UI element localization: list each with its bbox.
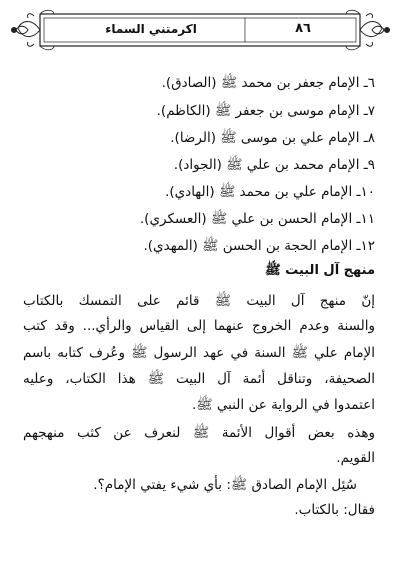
paragraph-line: سُئِل الإمام الصادق ﷺ: بأي شيء يفتي الإمام؟. <box>93 477 357 493</box>
left-ornament-icon <box>12 14 41 46</box>
book-title: اكرمتني السماء <box>105 22 197 36</box>
list-item: ١٢ـ الإمام الحجة بن الحسن ﷺ (المهدي). <box>143 238 375 254</box>
paragraph-line: فقال: بالكتاب. <box>294 502 375 518</box>
paragraph-line: اعتمدوا في الرواية عن النبي ﷺ. <box>192 397 375 413</box>
list-block <box>23 74 375 284</box>
list-item: ٧ـ الإمام موسى بن جعفر ﷺ (الكاظم). <box>156 103 375 119</box>
list-item: ١١ـ الإمام الحسن بن علي ﷺ (العسكري). <box>139 211 375 227</box>
page-header <box>10 8 390 52</box>
paragraph-line: وهذه بعض أقوال الأئمة ﷺ لنعرف عن كثب منهجهم <box>23 425 375 441</box>
paragraph-line: والسنة وعدم الخروج عنهما إلى القياس والرأي... وقد كتب <box>23 318 375 334</box>
list-item: ١٠ـ الإمام علي بن محمد ﷺ (الهادي). <box>165 184 375 200</box>
paragraph-line: الصحيفة، وتناقل أئمة آل البيت ﷺ هذا الكتاب، وعليه <box>23 371 375 387</box>
paragraph-line: القويم. <box>336 450 375 466</box>
paragraph-line: الإمام علي ﷺ السنة في عهد الرسول ﷺ وعُرف كتابه باسم <box>23 345 375 361</box>
paragraph-line: إنّ منهج آل البيت ﷺ قائم على التمسك بالكتاب <box>23 293 375 309</box>
list-item: ٩ـ الإمام محمد بن علي ﷺ (الجواد). <box>173 157 375 173</box>
list-item: ٨ـ الإمام علي بن موسى ﷺ (الرضا). <box>170 130 375 146</box>
page-number: ٨٦ <box>295 21 311 36</box>
section-heading: منهج آل البيت ﷺ <box>264 263 375 278</box>
list-item: ٦ـ الإمام جعفر بن محمد ﷺ (الصادق). <box>161 75 375 91</box>
right-ornament-icon <box>360 14 390 46</box>
